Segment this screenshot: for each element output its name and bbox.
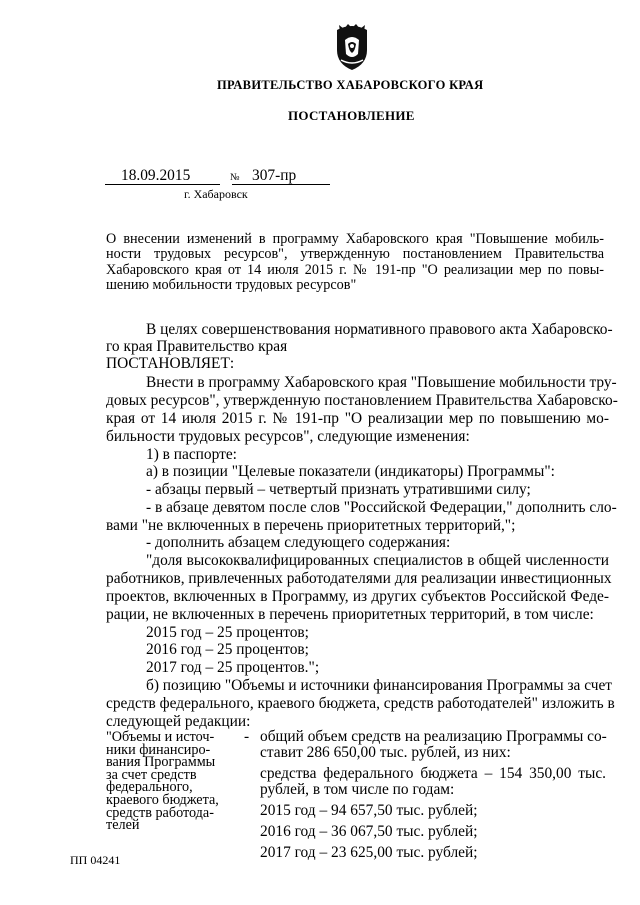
footer-code: ПП 04241 [70, 853, 121, 867]
body-line: довых ресурсов", утвержденную постановлением Правительства Хабаровско- [106, 392, 618, 409]
table-left-cell [106, 731, 219, 832]
body-line: Внести в программу Хабаровского края "Повышение мобильности тру- [146, 374, 617, 391]
table-left-line: федерального, [106, 779, 193, 796]
date-underline [105, 184, 220, 185]
document-number: 307-пр [252, 167, 297, 184]
body-line: 2015 год – 25 процентов; [146, 624, 309, 641]
body-line: вами "не включенных в перечень приоритетных территорий,"; [106, 517, 516, 534]
body-line: 1) в паспорте: [146, 446, 237, 463]
body-line: а) в позиции "Целевые показатели (индикаторы) Программы": [146, 463, 555, 480]
title-line: шению мобильности трудовых ресурсов" [106, 277, 357, 294]
body-line: В целях совершенствования нормативного правового акта Хабаровско- [146, 321, 613, 338]
body-line: - дополнить абзацем следующего содержания: [146, 534, 451, 551]
table-right-line: 2016 год – 36 067,50 тыс. рублей; [260, 823, 478, 840]
document-type: ПОСТАНОВЛЕНИЕ [288, 108, 415, 123]
body-line: го края Правительство края [106, 338, 288, 355]
coat-of-arms-emblem [331, 20, 373, 72]
table-left-line: ники финансиро- [106, 741, 211, 758]
document-date: 18.09.2015 [121, 167, 191, 184]
body-line: б) позицию "Объемы и источники финансирования Программы за счет [146, 677, 613, 694]
number-sign: № [230, 172, 240, 183]
body-line: "доля высококвалифицированных специалистов в общей численности [146, 552, 609, 569]
table-right-line: ставит 286 650,00 тыс. рублей, из них: [260, 744, 511, 761]
table-left-line: вания Программы [106, 754, 216, 771]
org-title: ПРАВИТЕЛЬСТВО ХАБАРОВСКОГО КРАЯ [217, 78, 484, 92]
body-line: рации, не включенных в перечень приоритетных территорий, в том числе: [106, 606, 594, 623]
body-line: работников, привлеченных работодателями для реализации инвестиционных [106, 570, 612, 587]
table-left-line: краевого бюджета, [106, 791, 219, 808]
title-line: О внесении изменений в программу Хабаровского края "Повышение мобиль- [106, 231, 604, 247]
table-right-line: средства федерального бюджета – 154 350,00 тыс. [260, 765, 606, 782]
body-line: проектов, включенных в Программу, из других субъектов Российской Феде- [106, 588, 609, 605]
table-left-line: за счет средств [106, 766, 197, 783]
table-dash: - [244, 728, 250, 745]
table-right-line: общий объем средств на реализацию Программы со- [260, 728, 607, 745]
title-line: Хабаровского края от 14 июля 2015 г. № 191-пр "О реализации мер по повы- [106, 261, 604, 278]
body-line: - абзацы первый – четвертый признать утратившими силу; [146, 481, 531, 498]
title-line: ности трудовых ресурсов", утвержденную постановлением Правительства [106, 246, 604, 263]
table-left-line: телей [106, 817, 140, 834]
body-line: 2016 год – 25 процентов; [146, 641, 309, 658]
body-line: следующей редакции: [106, 713, 251, 730]
body-line: - в абзаце девятом после слов "Российской Федерации," дополнить сло- [146, 499, 617, 516]
table-left-line: средств работода- [106, 804, 214, 821]
document-title [106, 232, 604, 294]
body-line: 2017 год – 25 процентов."; [146, 659, 320, 676]
table-right-line: рублей, в том числе по годам: [260, 781, 455, 798]
table-left-line: "Объемы и источ- [106, 729, 215, 745]
number-underline [232, 184, 330, 185]
body-line: края от 14 июля 2015 г. № 191-пр "О реализации мер по повышению мо- [106, 410, 609, 427]
city: г. Хабаровск [184, 187, 248, 201]
body-line: средств федерального, краевого бюджета, средств работодателей" изложить в [106, 695, 615, 712]
table-right-line: 2017 год – 23 625,00 тыс. рублей; [260, 844, 478, 861]
body-line: ПОСТАНОВЛЯЕТ: [106, 355, 235, 372]
body-line: бильности трудовых ресурсов", следующие изменения: [106, 428, 470, 445]
table-right-line: 2015 год – 94 657,50 тыс. рублей; [260, 802, 478, 819]
